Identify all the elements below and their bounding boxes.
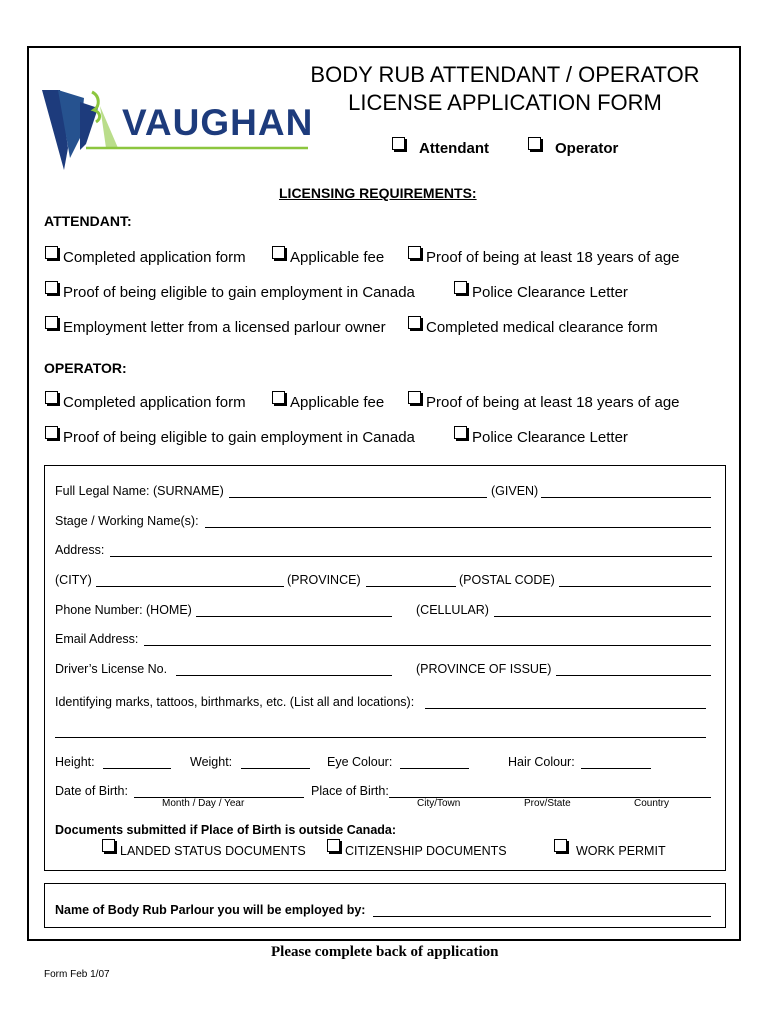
complete-back-note: Please complete back of application bbox=[271, 944, 499, 960]
stage-name-label: Stage / Working Name(s): bbox=[55, 514, 199, 528]
given-name-field[interactable] bbox=[541, 497, 711, 498]
surname-label: Full Legal Name: (SURNAME) bbox=[55, 484, 224, 498]
operator-req-label: Completed application form bbox=[63, 394, 246, 411]
postal-code-field[interactable] bbox=[559, 586, 711, 587]
identifying-marks-field-line2[interactable] bbox=[55, 737, 706, 738]
attendant-req-label: Employment letter from a licensed parlour owner bbox=[63, 319, 386, 336]
home-phone-label: Phone Number: (HOME) bbox=[55, 603, 192, 617]
documents-heading: Documents submitted if Place of Birth is outside Canada: bbox=[55, 823, 397, 837]
operator-req-label: Proof of being eligible to gain employment in Canada bbox=[63, 429, 415, 446]
attendant-req-label: Police Clearance Letter bbox=[472, 284, 628, 301]
operator-req-checkbox[interactable] bbox=[454, 426, 467, 439]
drivers-license-field[interactable] bbox=[176, 675, 392, 676]
date-of-birth-label: Date of Birth: bbox=[55, 784, 128, 798]
identifying-marks-label: Identifying marks, tattoos, birthmarks, etc. (List all and locations): bbox=[55, 695, 415, 709]
operator-req-checkbox[interactable] bbox=[45, 426, 58, 439]
operator-req-label: Proof of being at least 18 years of age bbox=[426, 394, 680, 411]
hair-colour-label: Hair Colour: bbox=[508, 755, 575, 769]
landed-status-label: LANDED STATUS DOCUMENTS bbox=[120, 844, 306, 858]
operator-req-checkbox[interactable] bbox=[272, 391, 285, 404]
province-label: (PROVINCE) bbox=[287, 573, 361, 587]
stage-name-field[interactable] bbox=[205, 527, 711, 528]
dob-format-hint: Month / Day / Year bbox=[162, 798, 245, 809]
operator-req-checkbox[interactable] bbox=[45, 391, 58, 404]
city-town-hint: City/Town bbox=[417, 798, 461, 809]
place-of-birth-label: Place of Birth: bbox=[311, 784, 389, 798]
operator-req-label: Applicable fee bbox=[290, 394, 385, 411]
form-title-line1: BODY RUB ATTENDANT / OPERATOR bbox=[310, 62, 700, 87]
given-label: (GIVEN) bbox=[491, 484, 539, 498]
attendant-req-label: Applicable fee bbox=[290, 249, 385, 266]
parlour-name-field[interactable] bbox=[373, 916, 711, 917]
height-field[interactable] bbox=[103, 768, 171, 769]
province-of-issue-label: (PROVINCE OF ISSUE) bbox=[416, 662, 552, 676]
height-label: Height: bbox=[55, 755, 95, 769]
attendant-heading: ATTENDANT: bbox=[44, 213, 132, 229]
home-phone-field[interactable] bbox=[196, 616, 392, 617]
operator-req-checkbox[interactable] bbox=[408, 391, 421, 404]
attendant-type-checkbox[interactable] bbox=[392, 137, 405, 150]
operator-req-label: Police Clearance Letter bbox=[472, 429, 628, 446]
form-id: Form Feb 1/07 bbox=[44, 969, 110, 980]
drivers-license-label: Driver’s License No. bbox=[55, 662, 168, 676]
attendant-req-checkbox[interactable] bbox=[408, 246, 421, 259]
postal-code-label: (POSTAL CODE) bbox=[459, 573, 555, 587]
weight-label: Weight: bbox=[190, 755, 233, 769]
province-field[interactable] bbox=[366, 586, 456, 587]
cellular-label: (CELLULAR) bbox=[416, 603, 489, 617]
email-field[interactable] bbox=[144, 645, 711, 646]
country-hint: Country bbox=[634, 798, 670, 809]
attendant-req-checkbox[interactable] bbox=[454, 281, 467, 294]
attendant-req-label: Proof of being at least 18 years of age bbox=[426, 249, 680, 266]
operator-type-checkbox[interactable] bbox=[528, 137, 541, 150]
attendant-req-label: Completed application form bbox=[63, 249, 246, 266]
attendant-req-checkbox[interactable] bbox=[45, 246, 58, 259]
identifying-marks-field[interactable] bbox=[425, 708, 706, 709]
operator-heading: OPERATOR: bbox=[44, 360, 127, 376]
attendant-type-label: Attendant bbox=[419, 140, 489, 157]
eye-colour-field[interactable] bbox=[400, 768, 469, 769]
logo-wordmark: VAUGHAN bbox=[122, 102, 314, 143]
city-field[interactable] bbox=[96, 586, 284, 587]
address-label: Address: bbox=[55, 543, 105, 557]
landed-status-checkbox[interactable] bbox=[102, 839, 115, 852]
prov-state-hint: Prov/State bbox=[524, 798, 571, 809]
weight-field[interactable] bbox=[241, 768, 310, 769]
province-of-issue-field[interactable] bbox=[556, 675, 711, 676]
work-permit-label: WORK PERMIT bbox=[576, 844, 666, 858]
attendant-req-checkbox[interactable] bbox=[45, 316, 58, 329]
address-field[interactable] bbox=[110, 556, 712, 557]
operator-type-label: Operator bbox=[555, 140, 619, 157]
attendant-req-checkbox[interactable] bbox=[408, 316, 421, 329]
attendant-req-label: Proof of being eligible to gain employment in Canada bbox=[63, 284, 415, 301]
citizenship-checkbox[interactable] bbox=[327, 839, 340, 852]
work-permit-checkbox[interactable] bbox=[554, 839, 567, 852]
hair-colour-field[interactable] bbox=[581, 768, 651, 769]
city-label: (CITY) bbox=[55, 573, 92, 587]
attendant-req-checkbox[interactable] bbox=[272, 246, 285, 259]
email-label: Email Address: bbox=[55, 632, 139, 646]
parlour-name-label: Name of Body Rub Parlour you will be employed by: bbox=[55, 903, 366, 917]
vaughan-logo bbox=[40, 88, 314, 173]
cellular-field[interactable] bbox=[494, 616, 711, 617]
licensing-requirements-heading: LICENSING REQUIREMENTS: bbox=[279, 185, 477, 201]
surname-field[interactable] bbox=[229, 497, 487, 498]
eye-colour-label: Eye Colour: bbox=[327, 755, 393, 769]
attendant-req-checkbox[interactable] bbox=[45, 281, 58, 294]
attendant-req-label: Completed medical clearance form bbox=[426, 319, 658, 336]
form-title-line2: LICENSE APPLICATION FORM bbox=[348, 90, 662, 115]
citizenship-label: CITIZENSHIP DOCUMENTS bbox=[345, 844, 507, 858]
